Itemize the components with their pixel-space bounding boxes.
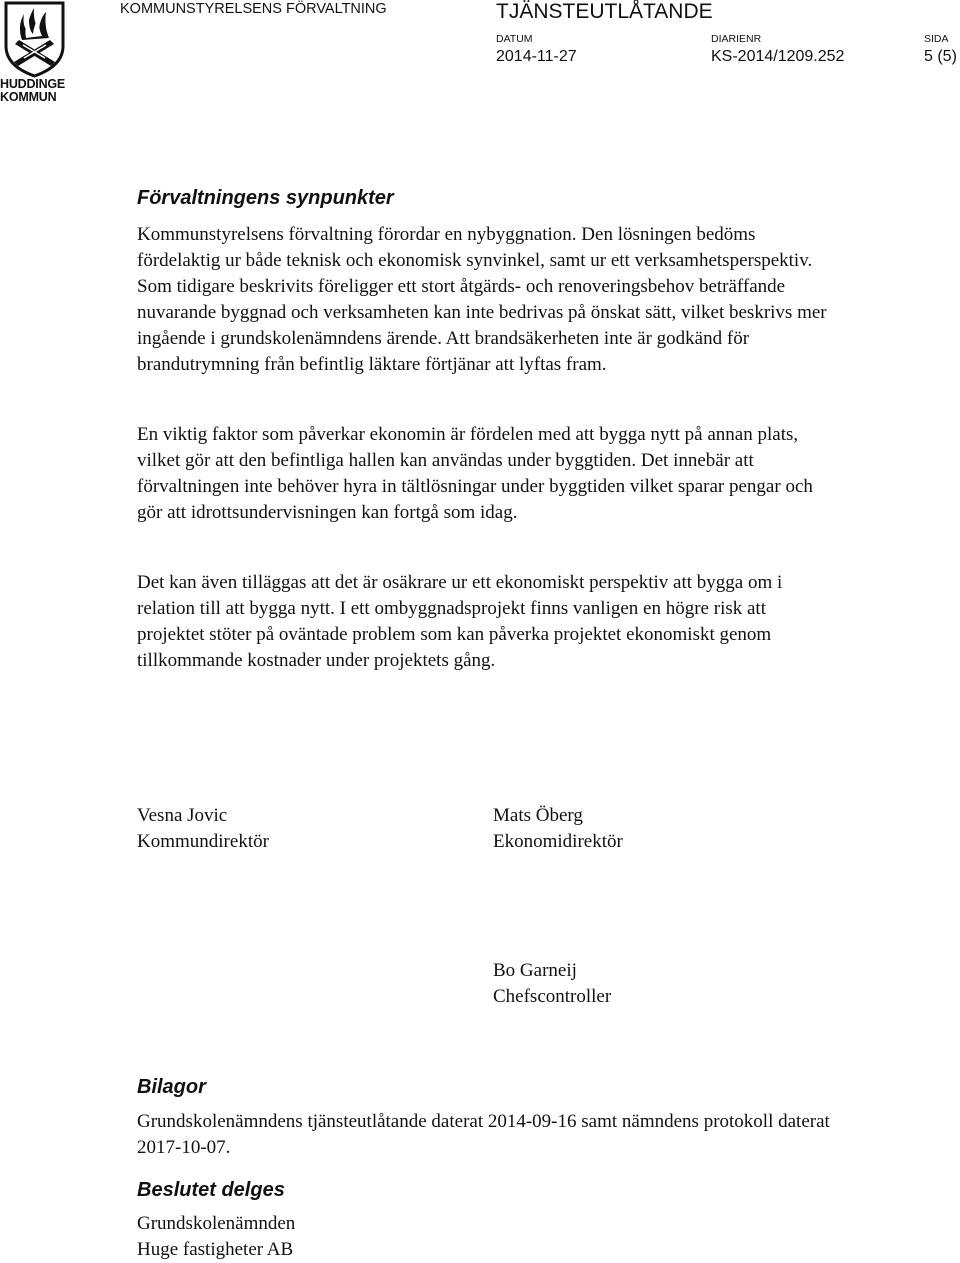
section-heading-beslutet-delges: Beslutet delges [137, 1179, 285, 1201]
bilagor-text: Grundskolenämndens tjänsteutlåtande daterat 2014-09-16 samt nämndens protokoll daterat 2017-10-07. [137, 1111, 830, 1158]
recipient-item: Grundskolenämnden [137, 1213, 296, 1234]
recipient-item: Huge fastigheter AB [137, 1239, 294, 1260]
signatory-name: Vesna Jovic [137, 805, 228, 826]
signature-block-1 [137, 803, 269, 855]
page-label: SIDA [924, 33, 949, 45]
signatory-title: Chefscontroller [493, 986, 612, 1007]
logo-text-line1: HUDDINGE [0, 77, 66, 91]
signatory-name: Bo Garneij [493, 960, 577, 981]
document-type: TJÄNSTEUTLÅTANDE [496, 0, 713, 23]
logo-text-line2: KOMMUN [0, 90, 57, 104]
reference-value: KS-2014/1209.252 [711, 48, 845, 65]
section-heading-bilagor: Bilagor [137, 1076, 206, 1098]
organization-name: KOMMUNSTYRELSENS FÖRVALTNING [120, 1, 387, 17]
signatory-title: Kommundirektör [137, 831, 269, 852]
paragraph-2: En viktig faktor som påverkar ekonomin är fördelen med att bygga nytt på annan plats, vilket gör att den befintliga hallen kan användas under byggtiden. Det innebär att förvaltningen inte behöver hyra in tältlösningar under byggtiden vilket sparar pengar och gör att idrottsundervisningen kan fortgå som idag. [137, 424, 813, 523]
paragraph-1: Kommunstyrelsens förvaltning förordar en nybyggnation. Den lösningen bedöms fördelaktig ur både teknisk och ekonomisk synvinkel, samt ur ett verksamhetsperspektiv. Som tidigare beskrivits föreligger ett stort åtgärds- och renoveringsbehov beträffande nuvarande byggnad och verksamheten kan inte bedrivas på önskat sätt, vilket beskrivs mer ingående i grundskolenämndens ärende. Att brandsäkerheten inte är godkänd för brandutrymning från befintlig läktare förtjänar att lyftas fram. [137, 224, 827, 375]
page-value: 5 (5) [924, 48, 957, 65]
date-value: 2014-11-27 [496, 48, 577, 65]
signature-block-2 [493, 803, 623, 855]
section-heading-synpunkter: Förvaltningens synpunkter [137, 187, 394, 209]
reference-label: DIARIENR [711, 33, 762, 45]
municipality-logo [0, 0, 70, 110]
signatory-title: Ekonomidirektör [493, 831, 623, 852]
coat-of-arms-icon [0, 0, 70, 78]
paragraph-3: Det kan även tilläggas att det är osäkrare ur ett ekonomiskt perspektiv att bygga om i relation till att bygga nytt. I ett ombyggnadsprojekt finns vanligen en högre risk att projektet stöter på oväntade problem som kan påverka projektet ekonomiskt genom tillkommande kostnader under projektets gång. [137, 572, 783, 671]
signatory-name: Mats Öberg [493, 805, 583, 826]
recipient-list [137, 1211, 295, 1263]
signature-block-3 [493, 958, 611, 1010]
date-label: DATUM [496, 33, 533, 45]
